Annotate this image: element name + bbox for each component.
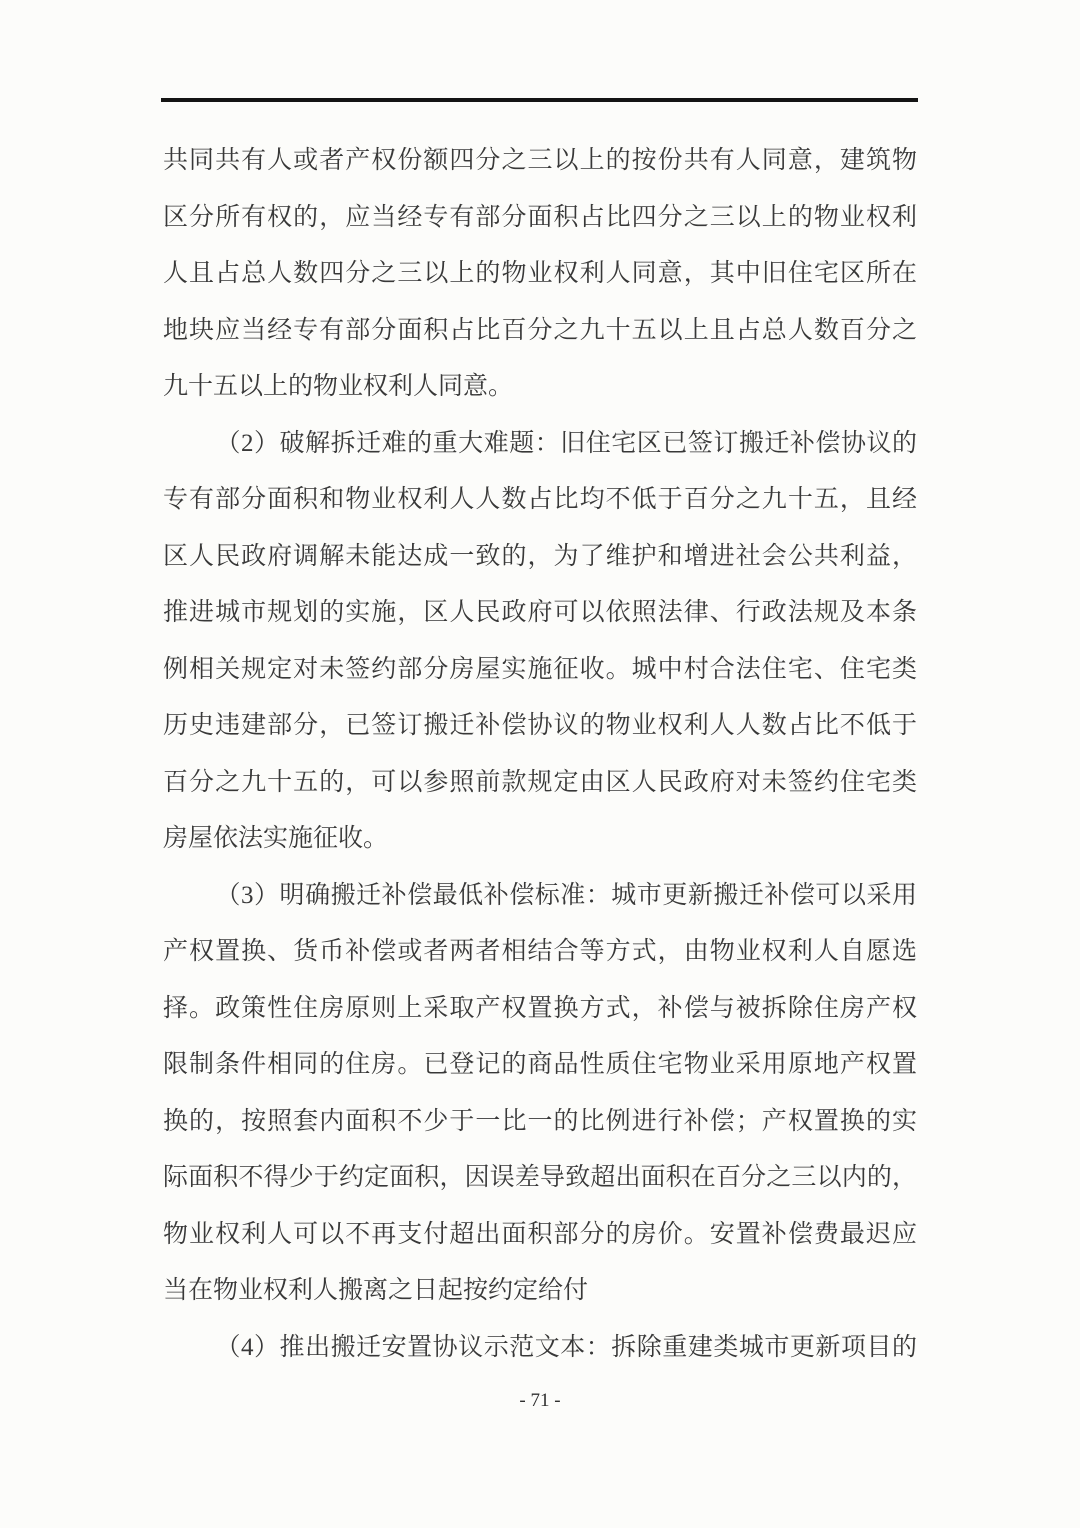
text-line: （3）明确搬迁补偿最低补偿标准：城市更新搬迁补偿可以采用 xyxy=(215,881,917,909)
page-number: - 71 - xyxy=(519,1390,561,1411)
text-line: 地块应当经专有部分面积占比百分之九十五以上且占总人数百分之 xyxy=(163,316,917,344)
document-body xyxy=(163,133,917,1376)
text-line: 共同共有人或者产权份额四分之三以上的按份共有人同意，建筑物 xyxy=(163,147,917,174)
text-line: （2）破解拆迁难的重大难题：旧住宅区已签订搬迁补偿协议的 xyxy=(215,429,917,457)
text-line: 限制条件相同的住房。已登记的商品性质住宅物业采用原地产权置 xyxy=(163,1051,917,1078)
text-line: 人且占总人数四分之三以上的物业权利人同意，其中旧住宅区所在 xyxy=(163,260,917,287)
text-line: 换的，按照套内面积不少于一比一的比例进行补偿；产权置换的实 xyxy=(163,1107,917,1135)
text-line: 区分所有权的，应当经专有部分面积占比四分之三以上的物业权利 xyxy=(163,203,917,231)
text-line: 物业权利人可以不再支付超出面积部分的房价。安置补偿费最迟应 xyxy=(163,1220,917,1248)
text-line: 区人民政府调解未能达成一致的，为了维护和增进社会公共利益， xyxy=(163,542,917,570)
text-line: 例相关规定对未签约部分房屋实施征收。城中村合法住宅、住宅类 xyxy=(163,655,917,683)
text-line: 际面积不得少于约定面积，因误差导致超出面积在百分之三以内的， xyxy=(163,1164,917,1191)
text-line: 百分之九十五的，可以参照前款规定由区人民政府对未签约住宅类 xyxy=(163,768,917,796)
text-line: （4）推出搬迁安置协议示范文本：拆除重建类城市更新项目的 xyxy=(215,1333,917,1361)
header-rule xyxy=(161,98,918,102)
text-line: 房屋依法实施征收。 xyxy=(163,825,389,852)
text-line: 当在物业权利人搬离之日起按约定给付 xyxy=(163,1277,589,1304)
text-line: 九十五以上的物业权利人同意。 xyxy=(163,373,514,400)
text-line: 推进城市规划的实施，区人民政府可以依照法律、行政法规及本条 xyxy=(163,599,917,626)
text-line: 历史违建部分，已签订搬迁补偿协议的物业权利人人数占比不低于 xyxy=(163,712,917,739)
text-line: 专有部分面积和物业权利人人数占比均不低于百分之九十五，且经 xyxy=(163,486,917,513)
text-line: 择。政策性住房原则上采取产权置换方式，补偿与被拆除住房产权 xyxy=(163,994,917,1022)
text-line: 产权置换、货币补偿或者两者相结合等方式，由物业权利人自愿选 xyxy=(163,938,917,965)
